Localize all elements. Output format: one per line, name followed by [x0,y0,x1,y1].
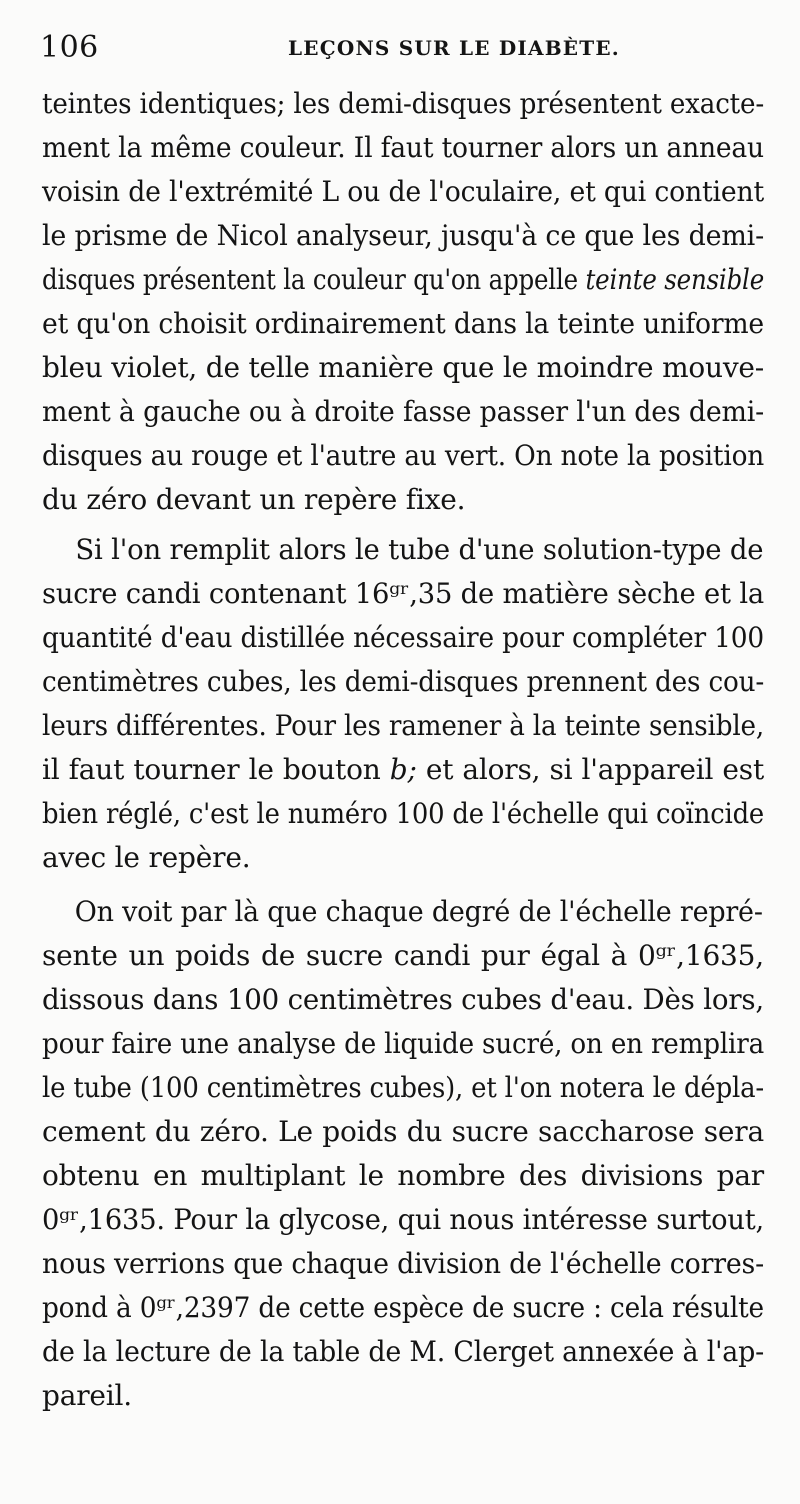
italic-term: b; [389,753,417,786]
text-line: de la lecture de la table de M. Clerget annexée à l'ap- [42,1335,765,1368]
text-line: le tube (100 centimètres cubes), et l'on notera le dépla- [42,1071,764,1104]
text-line: dissous dans 100 centimètres cubes d'eau. Dès lors, [42,983,764,1016]
text-line: quantité d'eau distillée nécessaire pour compléter 100 [42,621,765,654]
text-line: ment la même couleur. Il faut tourner alors un anneau [42,131,764,164]
text-line: et qu'on choisit ordinairement dans la teinte uniforme [42,307,764,340]
text-line: 0ᵍʳ,1635. Pour la glycose, qui nous intéresse surtout, [42,1203,765,1236]
text-line: sente un poids de sucre candi pur égal à 0ᵍʳ,1635, [42,939,764,972]
text-line: sucre candi contenant 16ᵍʳ,35 de matière sèche et la [42,577,765,610]
text-line: bleu violet, de telle manière que le moindre mouve- [42,351,765,384]
text-line: teintes identiques; les demi-disques présentent exacte- [42,87,764,120]
text-line: bien réglé, c'est le numéro 100 de l'échelle qui coïncide [42,797,765,830]
text-line: On voit par là que chaque degré de l'échelle repré- [74,895,763,928]
italic-term: teinte sensible [585,263,765,296]
text-line: ment à gauche ou à droite fasse passer l'un des demi- [42,395,765,428]
paragraph [42,528,764,880]
text-line: le prisme de Nicol analyseur, jusqu'à ce que les demi- [42,219,764,252]
text-line: Si l'on remplit alors le tube d'une solution-type de [75,533,764,566]
page-number: 106 [40,30,99,65]
text-line: cement du zéro. Le poids du sucre saccharose sera [42,1115,764,1148]
text-line: nous verrions que chaque division de l'échelle corres- [42,1247,764,1280]
paragraph [42,890,764,1418]
body-text [42,82,764,1418]
text-line: leurs différentes. Pour les ramener à la teinte sensible, [42,709,765,742]
text-line: il faut tourner le bouton b; et alors, si l'appareil est [42,753,764,786]
page-header [40,30,760,78]
text-line: avec le repère. [42,841,251,874]
text-line: pareil. [42,1379,132,1412]
text-line: voisin de l'extrémité L ou de l'oculaire, et qui contient [42,175,765,208]
text-line: pour faire une analyse de liquide sucré, on en remplira [42,1027,765,1060]
text-line: du zéro devant un repère fixe. [42,483,466,516]
text-line: disques au rouge et l'autre au vert. On note la position [42,439,765,472]
text-line: disques présentent la couleur qu'on appelle teinte sensible [42,263,765,296]
running-title: LEÇONS SUR LE DIABÈTE. [288,36,620,60]
text-line: centimètres cubes, les demi-disques prennent des cou- [42,665,765,698]
text-line: pond à 0ᵍʳ,2397 de cette espèce de sucre : cela résulte [42,1291,764,1324]
text-line: obtenu en multiplant le nombre des divisions par [42,1159,764,1192]
paragraph [42,82,764,522]
